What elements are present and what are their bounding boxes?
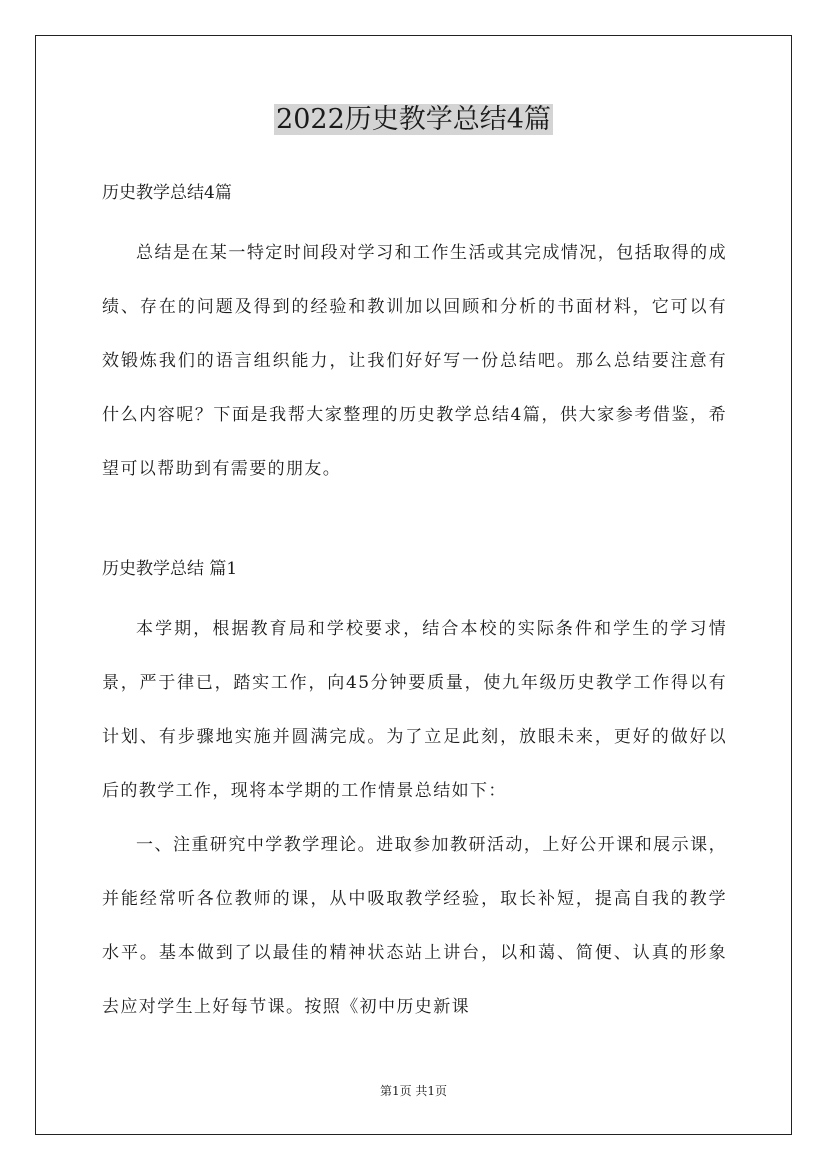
document-title-text: 2022历史教学总结4篇 [276,104,551,135]
section-paragraph-1: 本学期，根据教育局和学校要求，结合本校的实际条件和学生的学习情景，严于律已，踏实工作，向45分钟要质量，使九年级历史教学工作得以有计划、有步骤地实施并圆满完成。为了立足此刻，放眼未来，更好的做好以后的教学工作，现将本学期的工作情景总结如下： [102,619,727,801]
intro-paragraph: 总结是在某一特定时间段对学习和工作生活或其完成情况，包括取得的成绩、存在的问题及得到的经验和教训加以回顾和分析的书面材料，它可以有效锻炼我们的语言组织能力，让我们好好写一份总结吧。那么总结要注意有什么内容呢？下面是我帮大家整理的历史教学总结4篇，供大家参考借鉴，希望可以帮助到有需要的朋友。 [102,243,727,479]
section-heading: 历史教学总结 篇1 [102,559,238,579]
document-subtitle: 历史教学总结4篇 [102,183,232,203]
document-body [102,176,727,1034]
document-title [0,100,827,140]
section-paragraph-2: 一、注重研究中学教学理论。进取参加教研活动，上好公开课和展示课，并能经常听各位教师的课，从中吸取教学经验，取长补短，提高自我的教学水平。基本做到了以最佳的精神状态站上讲台，以和蔼、简便、认真的形象去应对学生上好每节课。按照《初中历史新课 [102,835,727,1017]
page-footer: 第1页 共1页 [379,1084,448,1098]
